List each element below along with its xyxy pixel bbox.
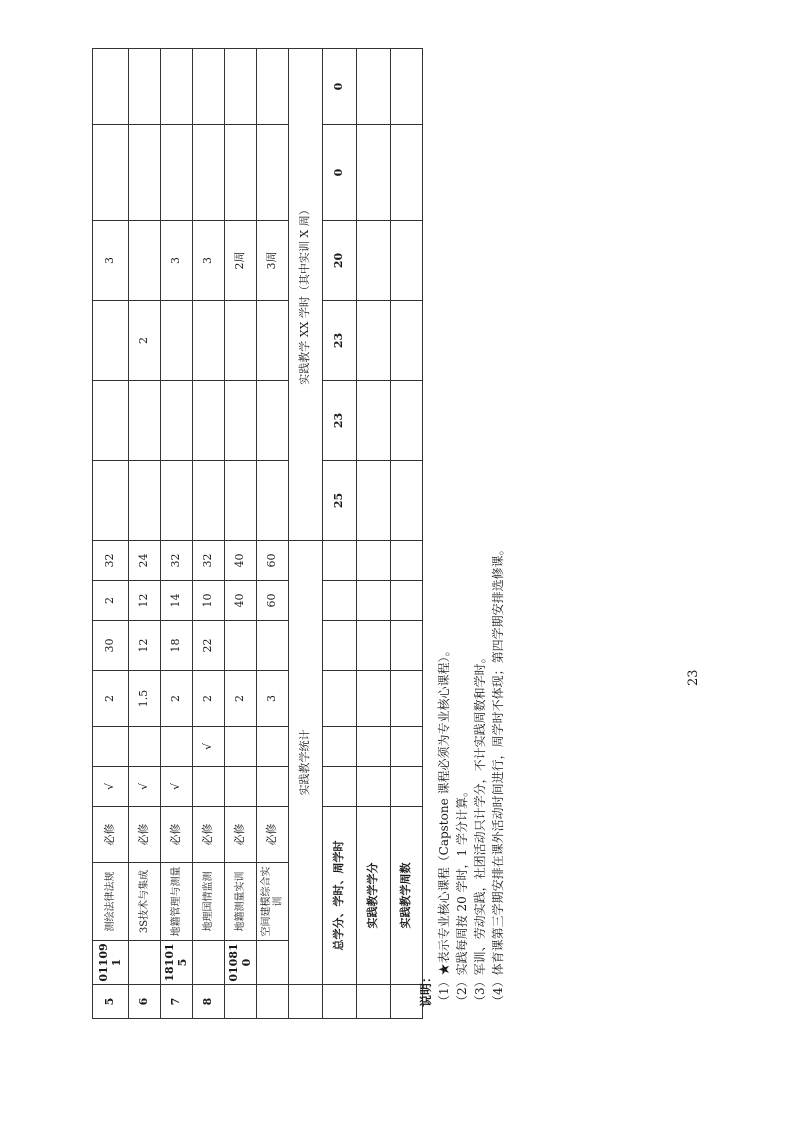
cell-s2: [193, 381, 225, 461]
cell-code: [257, 941, 289, 985]
totals-s5: 0: [323, 125, 357, 221]
totals-row: [323, 49, 357, 1019]
note-2: （2）实践每周按 20 学时，1 学分计算。: [455, 785, 469, 1007]
cell-type: 必修: [161, 807, 193, 863]
cell-h1: [225, 621, 257, 671]
cell-mark2: [93, 727, 129, 767]
cell-s6: [129, 49, 161, 125]
cell-type: 必修: [225, 807, 257, 863]
cell-s5: [193, 125, 225, 221]
practice-stats-label: 实践教学统计: [289, 541, 323, 985]
cell-s1: [161, 461, 193, 541]
cell-s3: 2: [129, 301, 161, 381]
cell-h3: 32: [161, 541, 193, 581]
cell-mark1: √: [161, 767, 193, 807]
cell-no: 6: [129, 985, 161, 1019]
cell-code: [129, 941, 161, 985]
table-row: [193, 49, 225, 1019]
cell-s4: 3: [193, 221, 225, 301]
cell-s4: 2周: [225, 221, 257, 301]
cell-h3: 32: [93, 541, 129, 581]
cell-credit: 2: [225, 671, 257, 727]
cell-s4: [129, 221, 161, 301]
cell-h1: 30: [93, 621, 129, 671]
cell-s5: [161, 125, 193, 221]
cell-code: 18101 5: [161, 941, 193, 985]
cell-h1: 12: [129, 621, 161, 671]
cell-s3: [225, 301, 257, 381]
cell-name: 地理国情监测: [193, 863, 225, 941]
cell-no: 8: [193, 985, 225, 1019]
cell-h3: 40: [225, 541, 257, 581]
cell-mark1: [257, 767, 289, 807]
cell-mark2: [161, 727, 193, 767]
cell-s2: [225, 381, 257, 461]
cell-no: [225, 985, 257, 1019]
cell-s1: [193, 461, 225, 541]
cell-credit: 2: [193, 671, 225, 727]
cell-credit: 3: [257, 671, 289, 727]
table-row: [257, 49, 289, 1019]
totals-s3: 23: [323, 301, 357, 381]
cell-s5: [225, 125, 257, 221]
cell-s4: 3: [161, 221, 193, 301]
cell-code: 01081 0: [225, 941, 257, 985]
cell-mark2: √: [193, 727, 225, 767]
cell-no: 5: [93, 985, 129, 1019]
cell-h2: 14: [161, 581, 193, 621]
cell-mark1: [225, 767, 257, 807]
cell-h2: 12: [129, 581, 161, 621]
note-4: （4）体育课第三学期安排在课外活动时间进行，周学时不体现；第四学期安排选修课。: [491, 543, 505, 1007]
cell-s3: [257, 301, 289, 381]
cell-s6: [257, 49, 289, 125]
cell-s1: [93, 461, 129, 541]
cell-name: 3S技术与集成: [129, 863, 161, 941]
course-table: [92, 48, 423, 1019]
cell-name: 地籍测量实训: [225, 863, 257, 941]
cell-s6: [225, 49, 257, 125]
cell-code: 01109 1: [93, 941, 129, 985]
cell-type: 必修: [93, 807, 129, 863]
cell-credit: 1.5: [129, 671, 161, 727]
cell-h1: 22: [193, 621, 225, 671]
practice-credit-row: [357, 49, 391, 1019]
totals-label: 总学分、学时、周学时: [323, 807, 357, 985]
cell-s3: [193, 301, 225, 381]
cell-s6: [93, 49, 129, 125]
cell-s6: [193, 49, 225, 125]
cell-s5: [129, 125, 161, 221]
totals-s6: 0: [323, 49, 357, 125]
cell-s2: [161, 381, 193, 461]
table-row: [129, 49, 161, 1019]
cell-code: [193, 941, 225, 985]
cell-s4: 3: [93, 221, 129, 301]
cell-credit: 2: [161, 671, 193, 727]
cell-type: 必修: [193, 807, 225, 863]
totals-s1: 25: [323, 461, 357, 541]
notes: [417, 107, 507, 1007]
cell-h3: 32: [193, 541, 225, 581]
cell-h2: 10: [193, 581, 225, 621]
practice-credit-label: 实践教学学分: [357, 807, 391, 985]
cell-mark2: [129, 727, 161, 767]
cell-credit: 2: [93, 671, 129, 727]
notes-heading: 说明：: [419, 970, 433, 1007]
cell-no: 7: [161, 985, 193, 1019]
cell-s1: [129, 461, 161, 541]
cell-name: 地籍管理与测量: [161, 863, 193, 941]
cell-h1: 18: [161, 621, 193, 671]
cell-s2: [257, 381, 289, 461]
totals-s2: 23: [323, 381, 357, 461]
practice-weeks-label: 实践教学周数: [391, 807, 423, 985]
cell-mark2: [257, 727, 289, 767]
cell-s5: [257, 125, 289, 221]
cell-s1: [225, 461, 257, 541]
cell-name: 空间建模综合实训: [257, 863, 289, 941]
cell-type: 必修: [129, 807, 161, 863]
cell-s4: 3周: [257, 221, 289, 301]
cell-name: 测绘法律法规: [93, 863, 129, 941]
cell-s1: [257, 461, 289, 541]
cell-mark1: [193, 767, 225, 807]
practice-stats-row: [289, 49, 323, 1019]
table-row: [93, 49, 129, 1019]
cell-s5: [93, 125, 129, 221]
cell-s2: [93, 381, 129, 461]
cell-s2: [129, 381, 161, 461]
practice-stats-value: 实践教学 XX 学时（其中实训 X 周）: [289, 49, 323, 541]
totals-s4: 20: [323, 221, 357, 301]
cell-mark1: √: [129, 767, 161, 807]
cell-h3: 24: [129, 541, 161, 581]
cell-s3: [161, 301, 193, 381]
note-3: （3）军训、劳动实践，社团活动只计学分，不计实践周数和学时。: [473, 651, 487, 1007]
cell-s6: [161, 49, 193, 125]
cell-s3: [93, 301, 129, 381]
cell-type: 必修: [257, 807, 289, 863]
note-1: （1）★表示专业核心课程（Capstone 课程必须为专业核心课程）。: [437, 644, 451, 1007]
cell-mark2: [225, 727, 257, 767]
cell-h1: [257, 621, 289, 671]
cell-h2: 2: [93, 581, 129, 621]
cell-h2: 60: [257, 581, 289, 621]
cell-no: [257, 985, 289, 1019]
table-row: [225, 49, 257, 1019]
cell-mark1: √: [93, 767, 129, 807]
cell-h3: 60: [257, 541, 289, 581]
cell-h2: 40: [225, 581, 257, 621]
table-row: [161, 49, 193, 1019]
page-number: 23: [686, 669, 701, 686]
